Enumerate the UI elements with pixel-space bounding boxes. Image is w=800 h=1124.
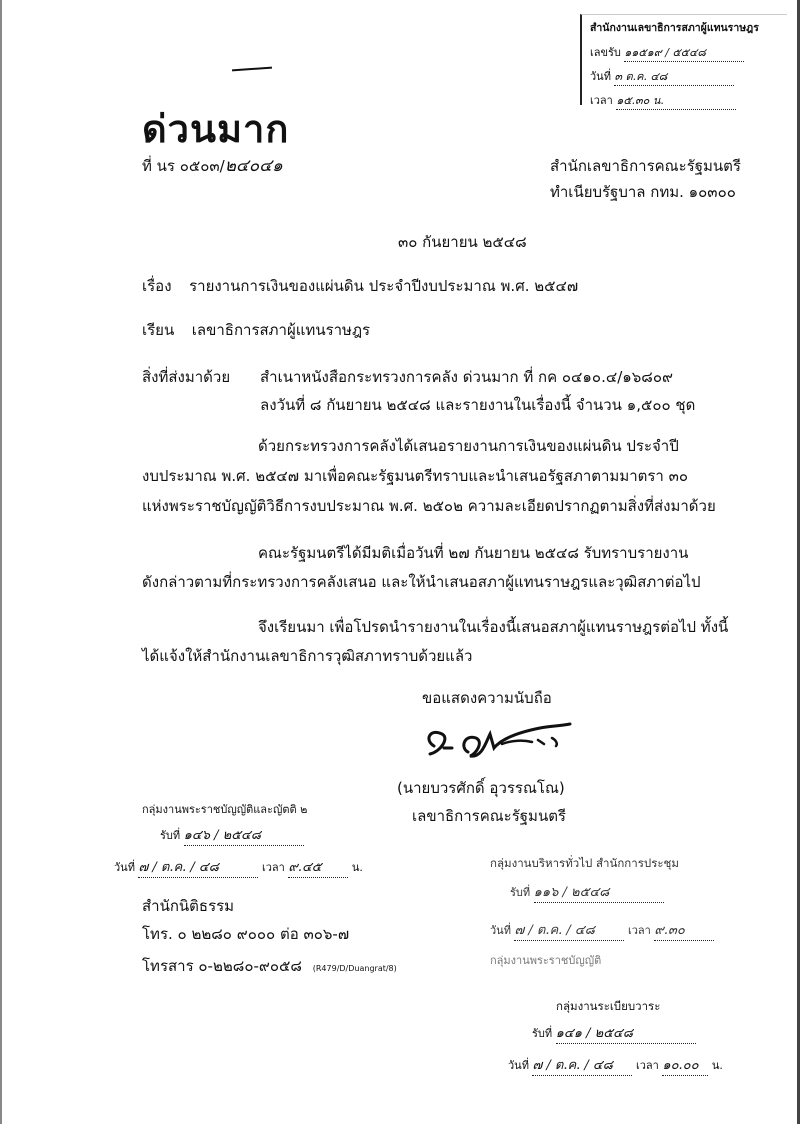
subject-line xyxy=(142,276,578,296)
signer-title: เลขาธิการคณะรัฐมนตรี xyxy=(412,807,566,825)
stamp-agenda-datetime: วันที่ ๗ / ต.ค. / ๔๘ เวลา ๑๐.๐๐ น. xyxy=(508,1054,723,1076)
recipient-line xyxy=(142,320,370,340)
stamp-law-title: กลุ่มงานพระราชบัญญัติและญัตติ ๒ xyxy=(142,803,308,816)
footer-phone: โทร. ๐ ๒๒๘๐ ๙๐๐๐ ต่อ ๓๐๖-๗ xyxy=(142,925,350,943)
enclosure-line-2: ลงวันที่ ๘ กันยายน ๒๕๔๘ และรายงานในเรื่องนี้ จำนวน ๑,๕๐๐ ชุด xyxy=(260,396,696,414)
subject-label: เรื่อง xyxy=(142,277,172,295)
paragraph-3-line-2: ได้แจ้งให้สำนักงานเลขาธิการวุฒิสภาทราบด้วยแล้ว xyxy=(142,647,473,665)
recipient-label: เรียน xyxy=(142,321,175,339)
footer-fax: โทรสาร ๐-๒๒๘๐-๙๐๕๘ xyxy=(142,957,302,975)
stamp-general-title: กลุ่มงานบริหารทั่วไป สำนักการประชุม xyxy=(490,856,679,870)
handwritten-dash xyxy=(232,67,272,72)
receipt-stamp-top xyxy=(580,14,787,105)
scan-edge-left xyxy=(0,0,2,1124)
footer-fax-line xyxy=(142,956,397,979)
signer-name: (นายบวรศักดิ์ อุวรรณโณ) xyxy=(397,779,565,797)
enclosure-label: สิ่งที่ส่งมาด้วย xyxy=(142,368,231,386)
stamp-agenda-title: กลุ่มงานระเบียบวาระ xyxy=(556,999,661,1013)
stamp-agenda xyxy=(508,998,738,1088)
signature xyxy=(420,718,580,768)
stamp-law-recv: รับที่ ๑๔๖ / ๒๕๔๘ xyxy=(160,824,304,846)
subject-text: รายงานการเงินของแผ่นดิน ประจำปีงบประมาณ พ.ศ. ๒๕๔๗ xyxy=(189,277,579,295)
reference-number: ที่ นร ๐๕๐๓/๒๔๐๔๑ xyxy=(142,156,283,176)
receipt-stamp-row-date: วันที่ ๓ ต.ค. ๔๘ xyxy=(590,67,734,86)
paragraph-2-line-1: คณะรัฐมนตรีได้มีมติเมื่อวันที่ ๒๗ กันยายน ๒๕๔๘ รับทราบรายงาน xyxy=(258,544,689,562)
stamp-general-extra: กลุ่มงานพระราชบัญญัติ xyxy=(490,954,602,967)
paragraph-1-line-2: งบประมาณ พ.ศ. ๒๕๔๗ มาเพื่อคณะรัฐมนตรีทราบและนำเสนอรัฐสภาตามมาตรา ๓๐ xyxy=(142,467,689,485)
urgency-heading: ด่วนมาก xyxy=(142,107,290,151)
footer-office: สำนักนิติธรรม xyxy=(142,897,235,915)
paragraph-2-line-2: ดังกล่าวตามที่กระทรวงการคลังเสนอ และให้นำเสนอสภาผู้แทนราษฎรและวุฒิสภาต่อไป xyxy=(142,573,701,591)
enclosure-line-1: สำเนาหนังสือกระทรวงการคลัง ด่วนมาก ที่ กค ๐๔๑๐.๔/๑๖๘๐๙ xyxy=(260,368,674,386)
document-date: ๓๐ กันยายน ๒๕๔๘ xyxy=(398,233,527,251)
stamp-law-group xyxy=(114,800,392,880)
stamp-general-admin xyxy=(490,855,750,975)
receipt-stamp-row-number: เลขรับ ๑๑๕๑๙ / ๕๕๔๘ xyxy=(590,43,744,62)
footer-code: (R479/D/Duangrat/8) xyxy=(312,964,397,973)
receipt-stamp-title: สำนักงานเลขาธิการสภาผู้แทนราษฎร xyxy=(590,22,759,34)
stamp-general-datetime: วันที่ ๗ / ต.ค. / ๔๘ เวลา ๙.๓๐ xyxy=(490,919,714,941)
recipient-text: เลขาธิการสภาผู้แทนราษฎร xyxy=(191,321,371,339)
paragraph-3-line-1: จึงเรียนมา เพื่อโปรดนำรายงานในเรื่องนี้เสนอสภาผู้แทนราษฎรต่อไป ทั้งนี้ xyxy=(258,618,729,636)
stamp-law-datetime: วันที่ ๗ / ต.ค. / ๔๘ เวลา ๙.๔๕ น. xyxy=(114,856,363,878)
office-address: ทำเนียบรัฐบาล กทม. ๑๐๓๐๐ xyxy=(550,183,736,201)
receipt-stamp-row-time: เวลา ๑๕.๓๐ น. xyxy=(590,91,736,110)
closing-salutation: ขอแสดงความนับถือ xyxy=(422,689,552,707)
office-name: สำนักเลขาธิการคณะรัฐมนตรี xyxy=(550,157,741,175)
stamp-agenda-recv: รับที่ ๑๔๑ / ๒๕๔๘ xyxy=(532,1022,696,1044)
stamp-general-recv: รับที่ ๑๑๖ / ๒๕๔๘ xyxy=(510,881,664,903)
paragraph-1-line-3: แห่งพระราชบัญญัติวิธีการงบประมาณ พ.ศ. ๒๕๐๒ ความละเอียดปรากฏตามสิ่งที่ส่งมาด้วย xyxy=(142,497,716,515)
paragraph-1-line-1: ด้วยกระทรวงการคลังได้เสนอรายงานการเงินของแผ่นดิน ประจำปี xyxy=(258,437,679,455)
